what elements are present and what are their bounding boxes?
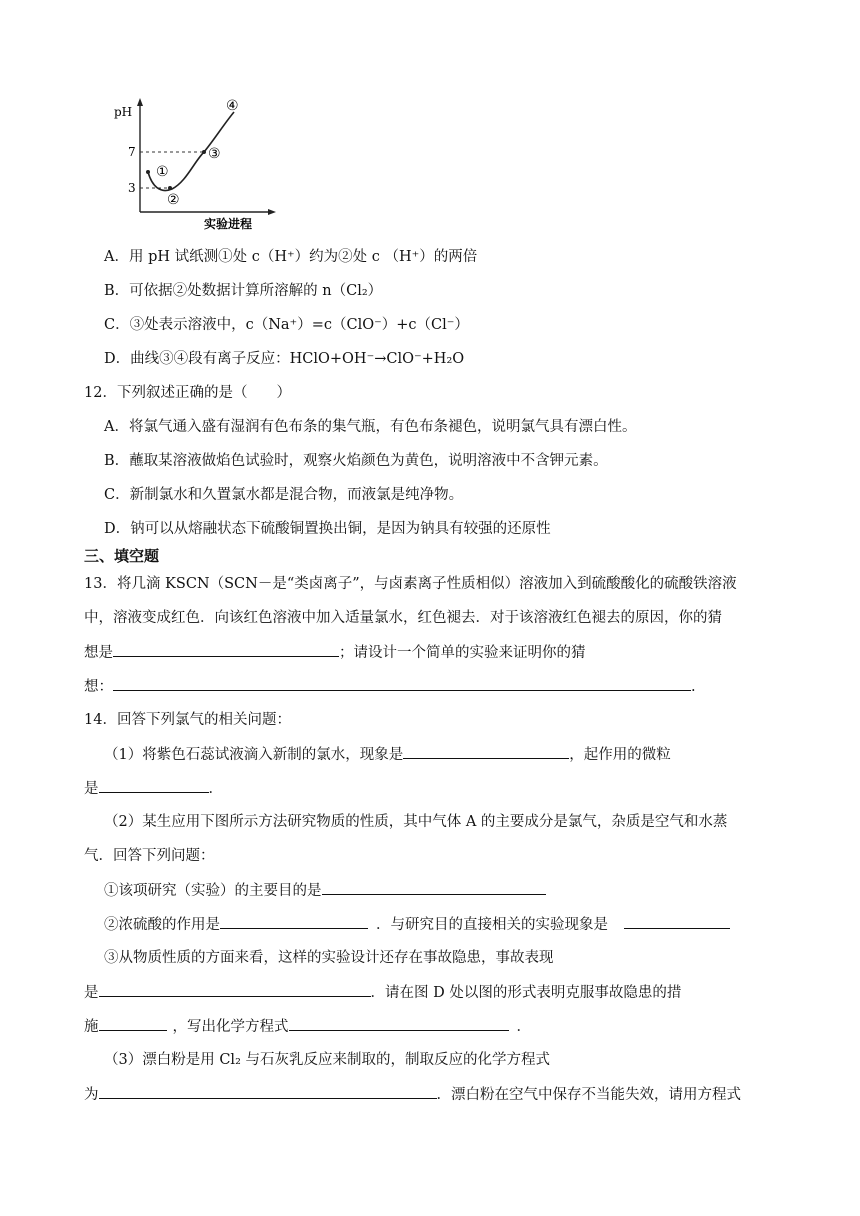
q13-blank-experiment[interactable] [113, 676, 691, 691]
y-axis-label: pH [114, 105, 133, 119]
q14-p2-line-1: （2）某生应用下图所示方法研究物质的性质，其中气体 A 的主要成分是氯气，杂质是空气和水蒸 [104, 814, 728, 830]
q14-p2-line-2: 气．回答下列问题： [84, 848, 215, 864]
q12-option-b: B．蘸取某溶液做焰色试验时，观察火焰颜色为黄色，说明溶液中不含钾元素。 [104, 453, 608, 469]
point-3-dot [202, 150, 206, 154]
q13-line-4 [84, 676, 696, 697]
tick-7: 7 [128, 145, 136, 159]
q14-p1-line [104, 744, 671, 765]
q14-text: ．请在图 D 处以图的形式表明克服事故隐患的措 [370, 985, 682, 1001]
q11-option-c: C．③处表示溶液中，c（Na⁺）=c（ClO⁻）+c（Cl⁻） [104, 317, 469, 333]
q14-s2-line [104, 914, 730, 935]
section-heading: 三、填空题 [84, 547, 160, 565]
q14-blank-equation[interactable] [289, 1016, 509, 1031]
q14-text: ． [516, 1019, 531, 1035]
q14-p1-line-2 [84, 778, 223, 799]
q14-blank-particle[interactable] [99, 778, 209, 793]
x-axis-label: 实验进程 [204, 217, 253, 231]
q13-text: . [691, 679, 696, 695]
point-4-label: ④ [226, 98, 239, 114]
q14-text: ①该项研究（实验）的主要目的是 [104, 883, 322, 899]
q14-blank-accident[interactable] [99, 982, 371, 997]
q14-s3-line-3 [84, 1016, 531, 1037]
q13-line-1: 13．将几滴 KSCN（SCN－是“类卤离子”，与卤素离子性质相似）溶液加入到硫酸酸化的硫酸铁溶液 [84, 576, 737, 592]
y-axis-arrow [137, 98, 143, 106]
q14-s3-line-2 [84, 982, 681, 1003]
start-point [146, 170, 150, 174]
q14-text: ． [208, 781, 223, 797]
q14-text: 是 [84, 985, 99, 1001]
q13-line-2: 中，溶液变成红色．向该红色溶液中加入适量氯水，红色褪去．对于该溶液红色褪去的原因，你的猜 [84, 610, 722, 626]
point-3-label: ③ [208, 146, 221, 162]
q14-text: ．与研究目的直接相关的实验现象是 [376, 917, 608, 933]
tick-3: 3 [128, 181, 136, 195]
q14-s1-line [104, 880, 546, 901]
q14-text: ，写出化学方程式 [172, 1019, 289, 1035]
q14-stem: 14．回答下列氯气的相关问题： [84, 712, 291, 728]
q14-text: 是 [84, 781, 99, 797]
q14-p3-line-2 [84, 1084, 741, 1105]
q13-text: ；请设计一个简单的实验来证明你的猜 [339, 645, 586, 661]
ph-curve-svg [100, 96, 280, 236]
q14-blank-bleach-equation[interactable] [99, 1084, 437, 1099]
q14-blank-phenomenon-2[interactable] [624, 914, 730, 929]
q12-option-c: C．新制氯水和久置氯水都是混合物，而液氯是纯净物。 [104, 487, 464, 503]
q11-option-a: A．用 pH 试纸测①处 c（H⁺）约为②处 c （H⁺）的两倍 [104, 249, 478, 265]
q13-line-3 [84, 642, 586, 663]
q14-text: （1）将紫色石蕊试液滴入新制的氯水，现象是 [104, 747, 404, 763]
q13-blank-guess[interactable] [113, 642, 339, 657]
q13-text: 想是 [84, 645, 113, 661]
q14-text: 施 [84, 1019, 99, 1035]
q14-blank-phenomenon[interactable] [403, 744, 569, 759]
point-1-label: ① [156, 164, 169, 180]
q13-text: 想： [84, 679, 113, 695]
q12-option-a: A．将氯气通入盛有湿润有色布条的集气瓶，有色布条褪色，说明氯气具有漂白性。 [104, 419, 637, 435]
q12-option-d: D．钠可以从熔融状态下硫酸铜置换出铜，是因为钠具有较强的还原性 [104, 521, 551, 537]
ph-curve-figure [100, 96, 280, 236]
x-axis-arrow [268, 209, 276, 215]
q11-option-d: D．曲线③④段有离子反应：HClO+OH⁻→ClO⁻+H₂O [104, 351, 465, 367]
q12-stem: 12．下列叙述正确的是（ ） [84, 385, 291, 401]
point-2-dot [168, 186, 172, 190]
q11-option-b: B．可依据②处数据计算所溶解的 n（Cl₂） [104, 283, 383, 299]
q14-text: 为 [84, 1087, 99, 1103]
q14-text: ，起作用的微粒 [569, 747, 671, 763]
point-2-label: ② [167, 192, 180, 208]
q14-s3-line: ③从物质性质的方面来看，这样的实验设计还存在事故隐患，事故表现 [104, 950, 554, 966]
q14-text: ．漂白粉在空气中保存不当能失效，请用方程式 [436, 1087, 741, 1103]
q14-blank-acid-role[interactable] [220, 914, 368, 929]
q14-p3-line-1: （3）漂白粉是用 Cl₂ 与石灰乳反应来制取的，制取反应的化学方程式 [104, 1052, 550, 1068]
q14-blank-purpose[interactable] [322, 880, 546, 895]
q14-text: ②浓硫酸的作用是 [104, 917, 220, 933]
q14-blank-measure[interactable] [99, 1016, 167, 1031]
